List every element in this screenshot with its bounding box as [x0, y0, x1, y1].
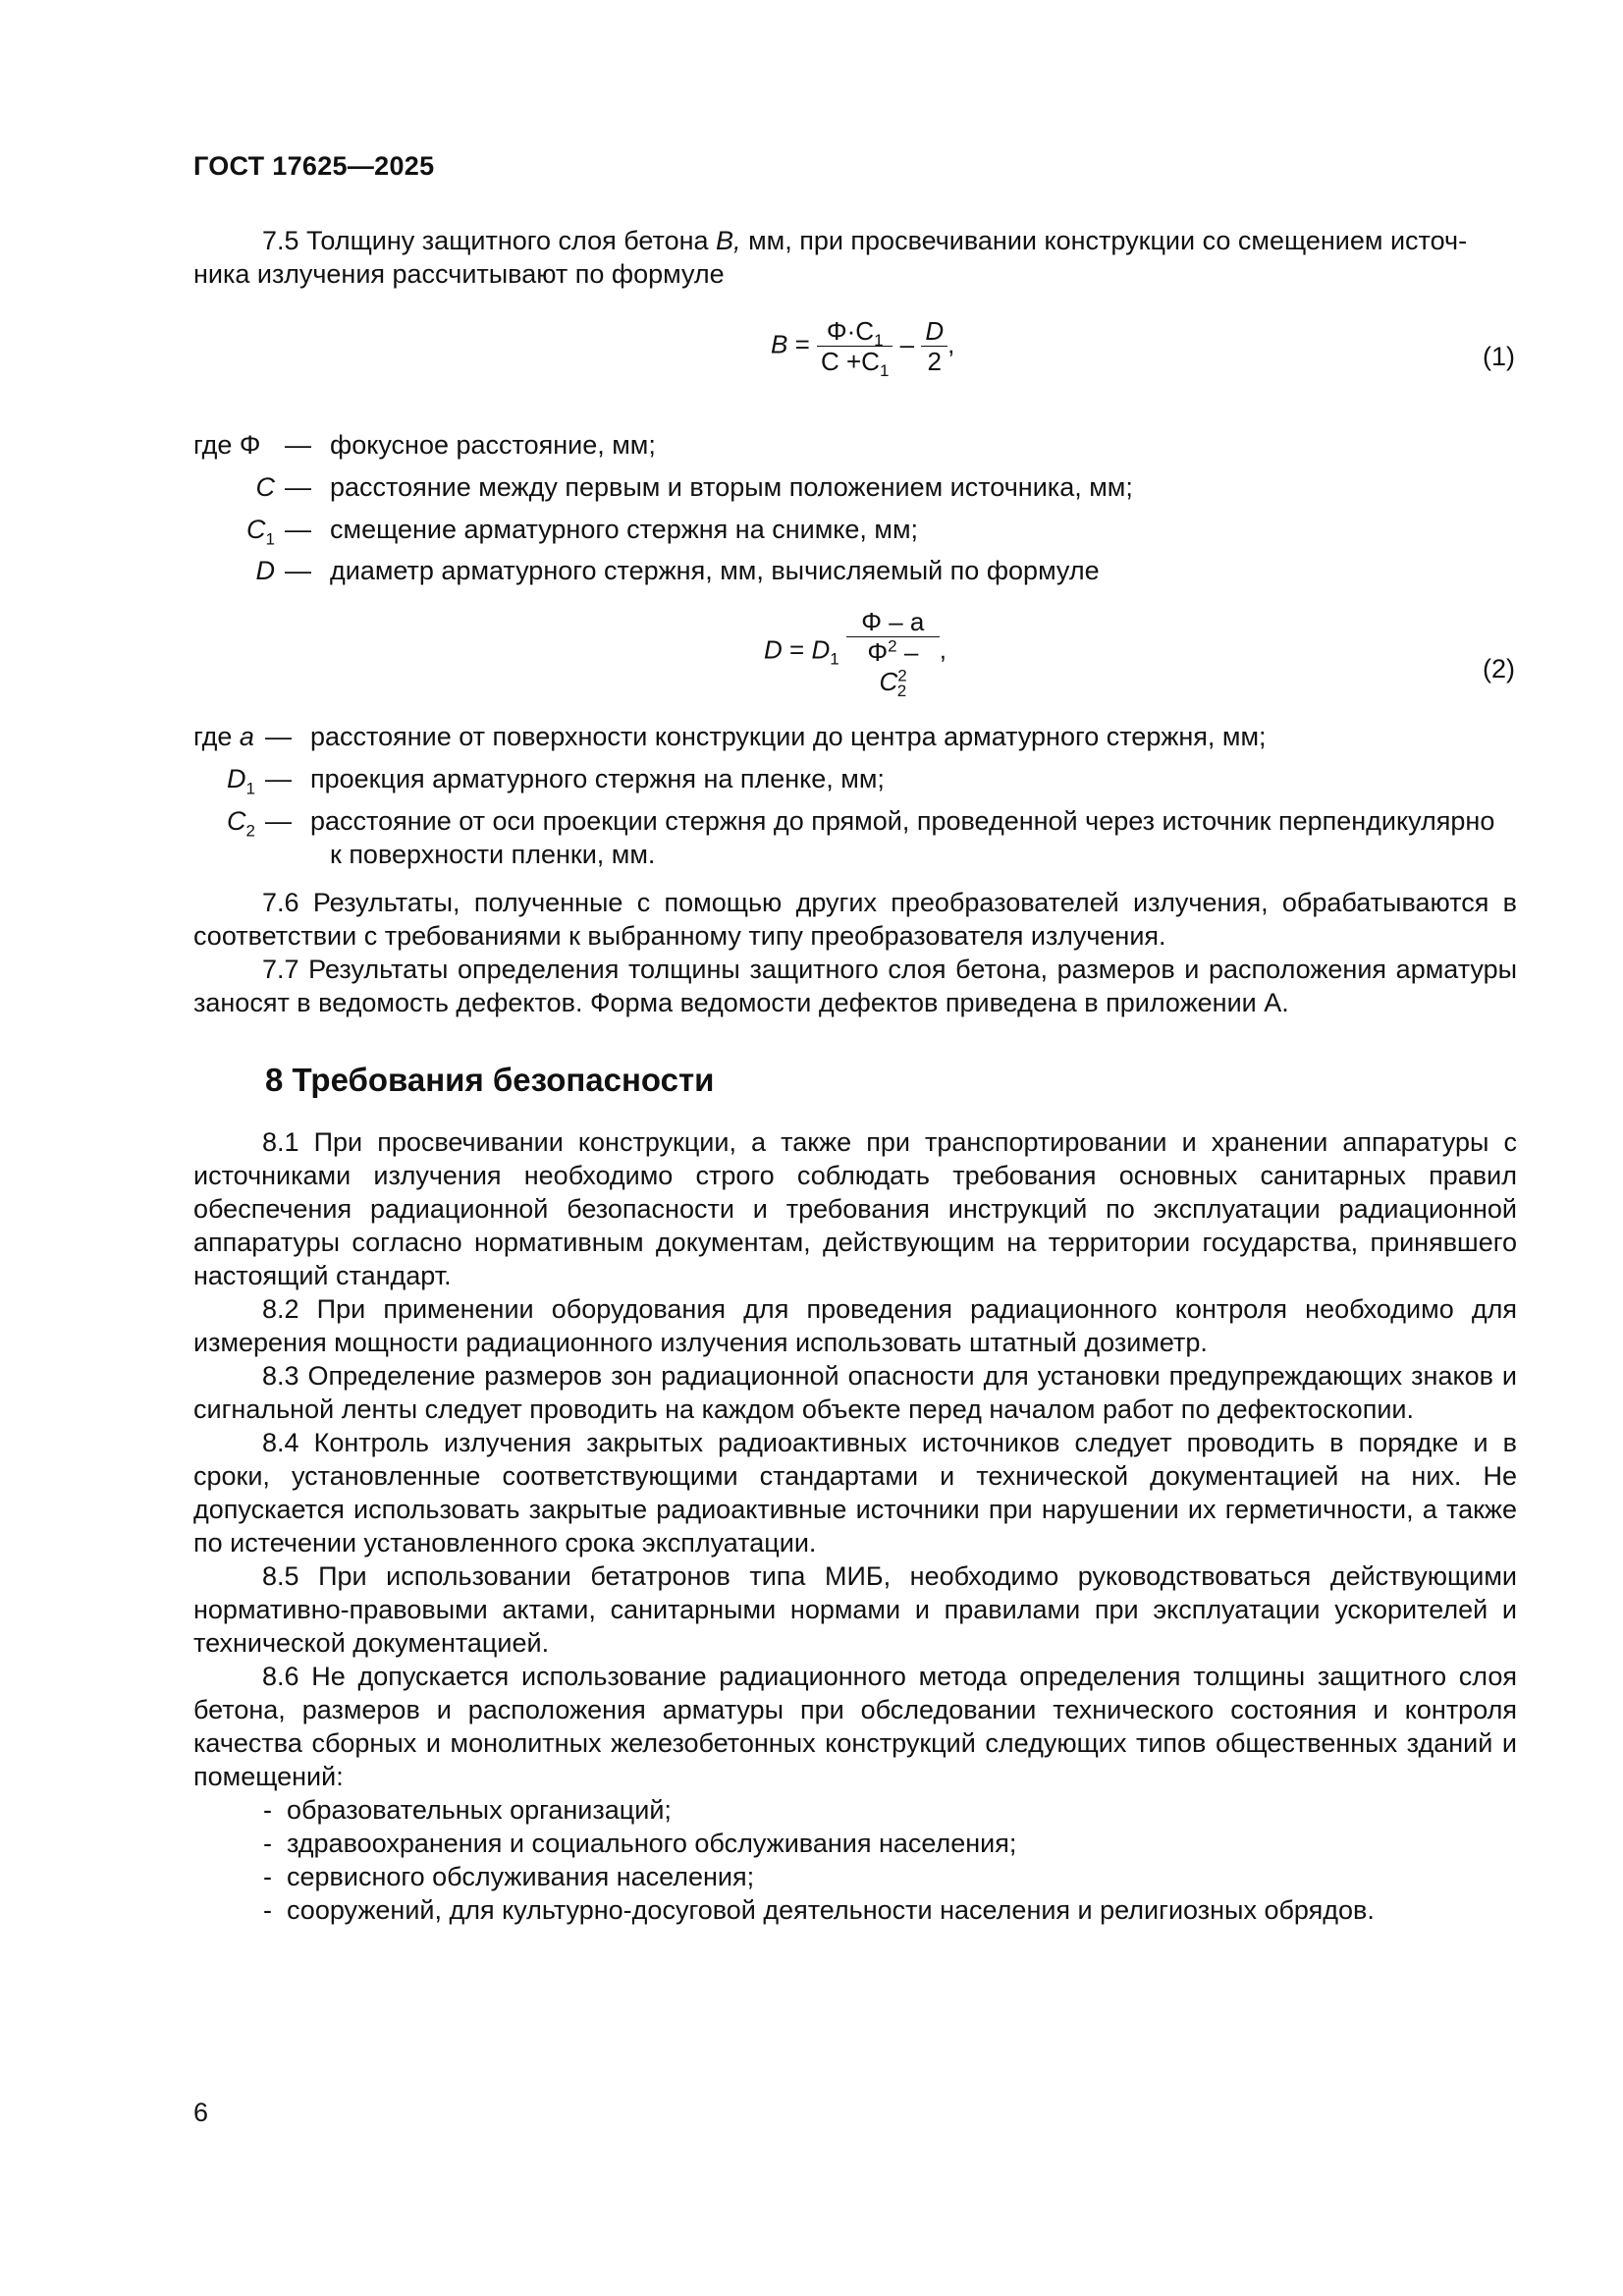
- legend2-text-c2-cont: к поверхности пленки, мм.: [330, 840, 656, 869]
- formula-2-den-minus: –: [896, 637, 919, 667]
- formula-1-fraction-1: [817, 316, 893, 381]
- list-item-text: сооружений, для культурно-досуговой деятельности населения и религиозных обрядов.: [287, 1895, 1375, 1925]
- paragraph-8-3: 8.3 Определение размеров зон радиационной опасности для установки предупреждающих знаков и сигнальной ленты следует проводить на каждом объекте перед началом работ по дефектоскопии.: [193, 1361, 1517, 1424]
- formula-2-comma: ,: [939, 634, 947, 665]
- formula-1-equals: =: [794, 329, 810, 359]
- legend-dash: —: [285, 472, 311, 502]
- legend-symbol-d: [236, 554, 275, 587]
- formula-1-lhs: B: [771, 329, 788, 359]
- legend-text-d: диаметр арматурного стержня, мм, вычисляемый по формуле: [330, 556, 1100, 585]
- legend2-prefix: где: [193, 722, 233, 751]
- paragraph-8-5: 8.5 При использовании бетатронов типа МИБ, необходимо руководствоваться действующими нормативно-правовыми актами, санитарными нормами и правилами при эксплуатации ускорителей и технической документацией.: [193, 1561, 1517, 1658]
- paragraph-7-5: [193, 224, 1517, 291]
- list-item: [263, 1860, 754, 1893]
- legend2-symbol-d1-sub: 1: [245, 779, 255, 798]
- formula-1-num1: Φ·C: [826, 316, 875, 346]
- formula-1-fraction-2: [921, 316, 947, 376]
- equation-number-1: (1): [1483, 342, 1515, 371]
- legend2-row-a: [193, 720, 254, 753]
- legend-dash: —: [265, 806, 292, 836]
- p7-5-part-c: мм, при просвечивании конструкции со смещением источ-: [740, 226, 1468, 255]
- formula-1-minus: –: [899, 329, 915, 359]
- list-marker: -: [263, 1795, 272, 1825]
- formula-1-num1-sub: 1: [874, 331, 884, 351]
- formula-2-den-c: C: [879, 667, 898, 696]
- formula-2-d1-sub: 1: [830, 649, 839, 669]
- formula-1-num2: D: [921, 316, 947, 347]
- list-item: [263, 1793, 672, 1827]
- formula-2-lhs: D: [764, 634, 783, 665]
- legend-symbol-d-text: D: [255, 556, 275, 585]
- list-marker: -: [263, 1829, 272, 1858]
- paragraph-8-1: 8.1 При просвечивании конструкции, а также при транспортировании и хранении аппаратуры с источниками излучения необходимо строго соблюдать требования основных санитарных правил обеспечения радиационной безопасности и требования инструкций по эксплуатации радиационной аппаратуры согласно нормативным документам, действующим на территории государства, принявшего настоящий стандарт.: [193, 1127, 1517, 1290]
- paragraph-8-4: 8.4 Контроль излучения закрытых радиоактивных источников следует проводить в порядке и в сроки, установленные соответствующими стандартами и технической документацией на них. Не допускается использовать закрытые радиоактивные источники при нарушении их герметичности, а также по истечении установленного срока эксплуатации.: [193, 1428, 1517, 1558]
- paragraph-8-6: 8.6 Не допускается использование радиационного метода определения толщины защитного слоя бетона, размеров и расположения арматуры при обследовании технического состояния и контроля качества сборных и монолитных железобетонных конструкций следующих типов общественных зданий и помещений:: [193, 1662, 1517, 1791]
- formula-2: [764, 607, 947, 701]
- formula-2-den-phi-sup: 2: [888, 636, 897, 656]
- list-item-text: образовательных организаций;: [287, 1795, 672, 1825]
- legend-dash: —: [285, 556, 311, 585]
- legend-prefix: где Φ: [193, 430, 261, 460]
- formula-2-numerator: Φ – a: [846, 607, 940, 637]
- list-marker: -: [263, 1862, 272, 1891]
- formula-1-den2: 2: [927, 347, 942, 376]
- p7-5-symbol-b: B,: [716, 226, 741, 255]
- legend-symbol-c1-sub: 1: [265, 529, 275, 549]
- legend-symbol-c1-text: C: [246, 515, 266, 544]
- legend-symbol-c1: [216, 513, 275, 549]
- legend2-symbol-a: a: [239, 722, 254, 751]
- formula-1-den1-sub: 1: [879, 361, 890, 381]
- legend-dash: —: [285, 430, 311, 460]
- p7-5-part-a: 7.5 Толщину защитного слоя бетона: [262, 226, 717, 255]
- legend-text-phi: фокусное расстояние, мм;: [330, 430, 656, 460]
- paragraph-7-7: 7.7 Результаты определения толщины защитного слоя бетона, размеров и расположения арматуры заносят в ведомость дефектов. Форма ведомости дефектов приведена в приложении А.: [193, 955, 1517, 1017]
- legend2-symbol-d1: [196, 762, 255, 798]
- paragraph-8-2: 8.2 При применении оборудования для проведения радиационного контроля необходимо для измерения мощности радиационного излучения использовать штатный дозиметр.: [193, 1294, 1517, 1357]
- legend2-symbol-c2-text: C: [227, 806, 246, 836]
- section-title-8: 8 Требования безопасности: [265, 1062, 715, 1098]
- formula-1: [771, 316, 955, 381]
- formula-2-den-c-sub: 2: [896, 682, 907, 701]
- legend2-symbol-c2: [196, 804, 255, 841]
- equation-number-2: (2): [1483, 654, 1515, 683]
- page-number: 6: [193, 2098, 209, 2127]
- legend-row-phi: [193, 428, 260, 462]
- legend-symbol-c-text: C: [255, 472, 275, 502]
- legend-symbol-c: [236, 470, 275, 504]
- formula-2-equals: =: [789, 634, 805, 665]
- list-item: [263, 1893, 1375, 1927]
- formula-1-den1: C +C: [821, 347, 880, 376]
- document-code: ГОСТ 17625—2025: [193, 151, 435, 181]
- legend2-symbol-c2-sub: 2: [245, 821, 255, 841]
- legend-dash: —: [285, 515, 311, 544]
- list-item: [263, 1827, 1016, 1860]
- list-item-text: здравоохранения и социального обслуживания населения;: [287, 1829, 1017, 1858]
- formula-2-den-c-sup: 2: [897, 666, 907, 685]
- legend2-text-a: расстояние от поверхности конструкции до центра арматурного стержня, мм;: [310, 722, 1267, 751]
- formula-2-fraction: [846, 607, 940, 701]
- legend2-symbol-d1-text: D: [227, 764, 246, 793]
- list-marker: -: [263, 1895, 272, 1925]
- legend-text-c1: смещение арматурного стержня на снимке, мм;: [330, 515, 919, 544]
- paragraph-7-6: 7.6 Результаты, полученные с помощью других преобразователей излучения, обрабатываются в соответствии с требованиями к выбранному типу преобразователя излучения.: [193, 888, 1517, 951]
- legend-text-c: расстояние между первым и вторым положением источника, мм;: [330, 472, 1133, 502]
- list-item-text: сервисного обслуживания населения;: [287, 1862, 755, 1891]
- legend2-text-d1: проекция арматурного стержня на пленке, мм;: [310, 764, 885, 793]
- legend-dash: —: [265, 764, 292, 793]
- p7-5-part-d: ника излучения рассчитывают по формуле: [193, 259, 725, 289]
- legend-dash: —: [265, 722, 292, 751]
- formula-2-d1: D: [811, 634, 831, 665]
- legend2-text-c2: расстояние от оси проекции стержня до прямой, проведенной через источник перпендикулярно: [310, 806, 1495, 836]
- formula-2-den-phi: Φ: [867, 637, 889, 667]
- formula-1-comma: ,: [947, 329, 955, 359]
